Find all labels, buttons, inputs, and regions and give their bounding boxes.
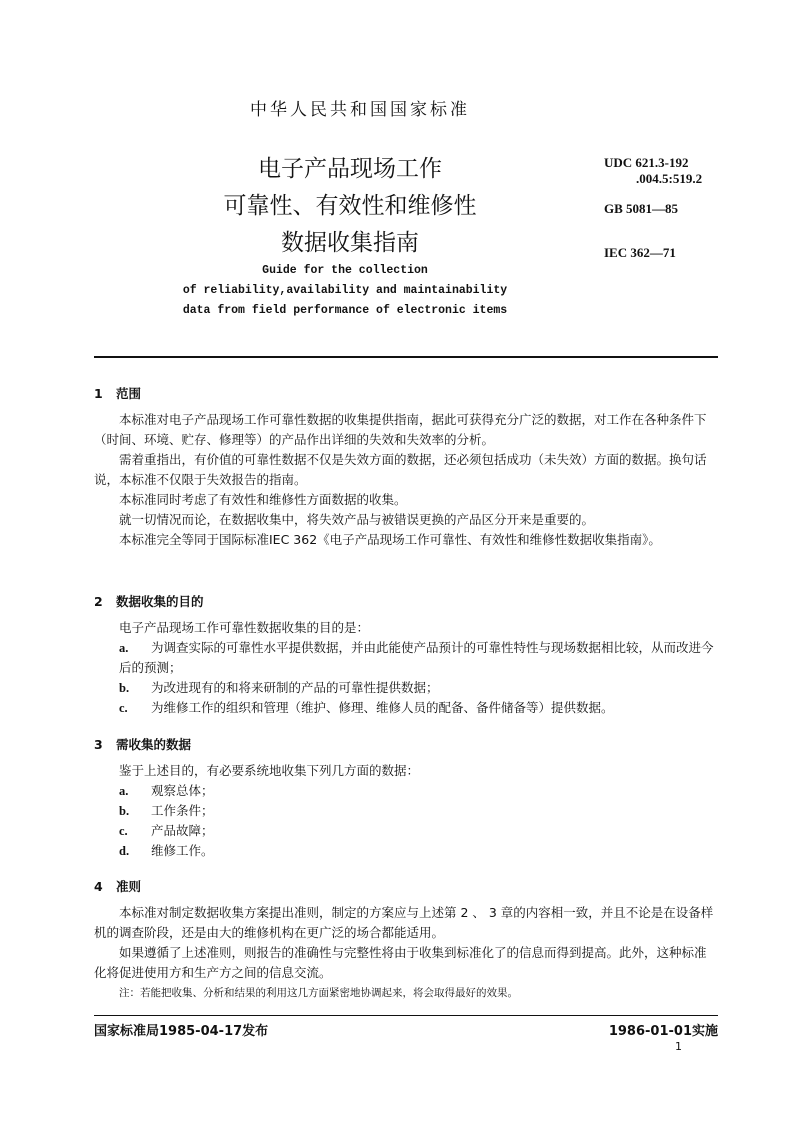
- section-3: [94, 735, 718, 861]
- issue-date: 国家标准局1985-04-17发布: [94, 1024, 269, 1039]
- footer-divider: [94, 1015, 718, 1016]
- gb-number: GB 5081—85: [604, 201, 679, 216]
- list-item: a. 观察总体；: [119, 783, 214, 798]
- paragraph: 本标准完全等同于国际标准IEC 362《电子产品现场工作可靠性、有效性和维修性数据收集指南》。: [119, 532, 661, 547]
- udc-code-continued: .004.5:519.2: [636, 171, 703, 186]
- english-title: [140, 261, 550, 321]
- section-heading: 4 准则: [94, 879, 142, 894]
- page-number: 1: [675, 1040, 682, 1053]
- paragraph: 电子产品现场工作可靠性数据收集的目的是：: [119, 620, 370, 635]
- list-item: b. 为改进现有的和将来研制的产品的可靠性提供数据；: [119, 680, 439, 695]
- list-item: c. 为维修工作的组织和管理（维护、修理、维修人员的配备、备件储备等）提供数据。: [119, 700, 614, 715]
- title-line-2: 可靠性、有效性和维修性: [223, 193, 477, 219]
- effective-date: 1986-01-01实施: [608, 1024, 718, 1039]
- section-heading: 1 范围: [94, 386, 142, 401]
- paragraph: 就一切情况而论，在数据收集中，将失效产品与被错误更换的产品区分开来是重要的。: [119, 512, 595, 527]
- section-heading: 3 需收集的数据: [94, 737, 192, 752]
- english-title-line-2: of reliability,availability and maintainability: [182, 284, 508, 297]
- list-item: b. 工作条件；: [119, 803, 214, 818]
- paragraph: 鉴于上述目的，有必要系统地收集下列几方面的数据：: [119, 763, 420, 778]
- header-divider: [94, 356, 718, 358]
- list-item: a. 为调查实际的可靠性水平提供数据，并由此能使产品预计的可靠性特性与现场数据相比较，从而改进今后的预测；: [119, 640, 714, 675]
- section-2: [94, 592, 718, 718]
- title-line-1: 电子产品现场工作: [258, 156, 442, 182]
- note: 注：若能把收集、分析和结果的利用这几方面紧密地协调起来，将会取得最好的效果。: [119, 987, 518, 999]
- list-item: c. 产品故障；: [119, 823, 214, 838]
- english-title-line-3: data from field performance of electronic items: [182, 304, 508, 317]
- section-heading: 2 数据收集的目的: [94, 594, 204, 609]
- national-standard-heading: 中华人民共和国国家标准: [250, 100, 470, 120]
- paragraph: 本标准对电子产品现场工作可靠性数据的收集提供指南，据此可获得充分广泛的数据，对工作在各种条件下（时间、环境、贮存、修理等）的产品作出详细的失效和失效率的分析。: [94, 412, 707, 447]
- list-item: d. 维修工作。: [119, 843, 214, 858]
- paragraph: 需着重指出，有价值的可靠性数据不仅是失效方面的数据，还必须包括成功（未失效）方面的数据。换句话说，本标准不仅限于失效报告的指南。: [94, 452, 707, 487]
- title-line-3: 数据收集指南: [281, 230, 419, 256]
- section-1: [94, 384, 718, 550]
- paragraph: 如果遵循了上述准则，则报告的准确性与完整性将由于收集到标准化了的信息而得到提高。此外，这种标准化将促进使用方和生产方之间的信息交流。: [94, 945, 707, 980]
- paragraph: 本标准对制定数据收集方案提出准则，制定的方案应与上述第 2 、 3 章的内容相一致，并且不论是在设备样机的调查阶段，还是由大的维修机构在更广泛的场合都能适用。: [94, 905, 714, 940]
- english-title-line-1: Guide for the collection: [262, 264, 428, 277]
- iec-number: IEC 362—71: [604, 245, 676, 260]
- section-4: [94, 877, 718, 1003]
- paragraph: 本标准同时考虑了有效性和维修性方面数据的收集。: [119, 492, 407, 507]
- udc-code: UDC 621.3-192: [604, 155, 689, 170]
